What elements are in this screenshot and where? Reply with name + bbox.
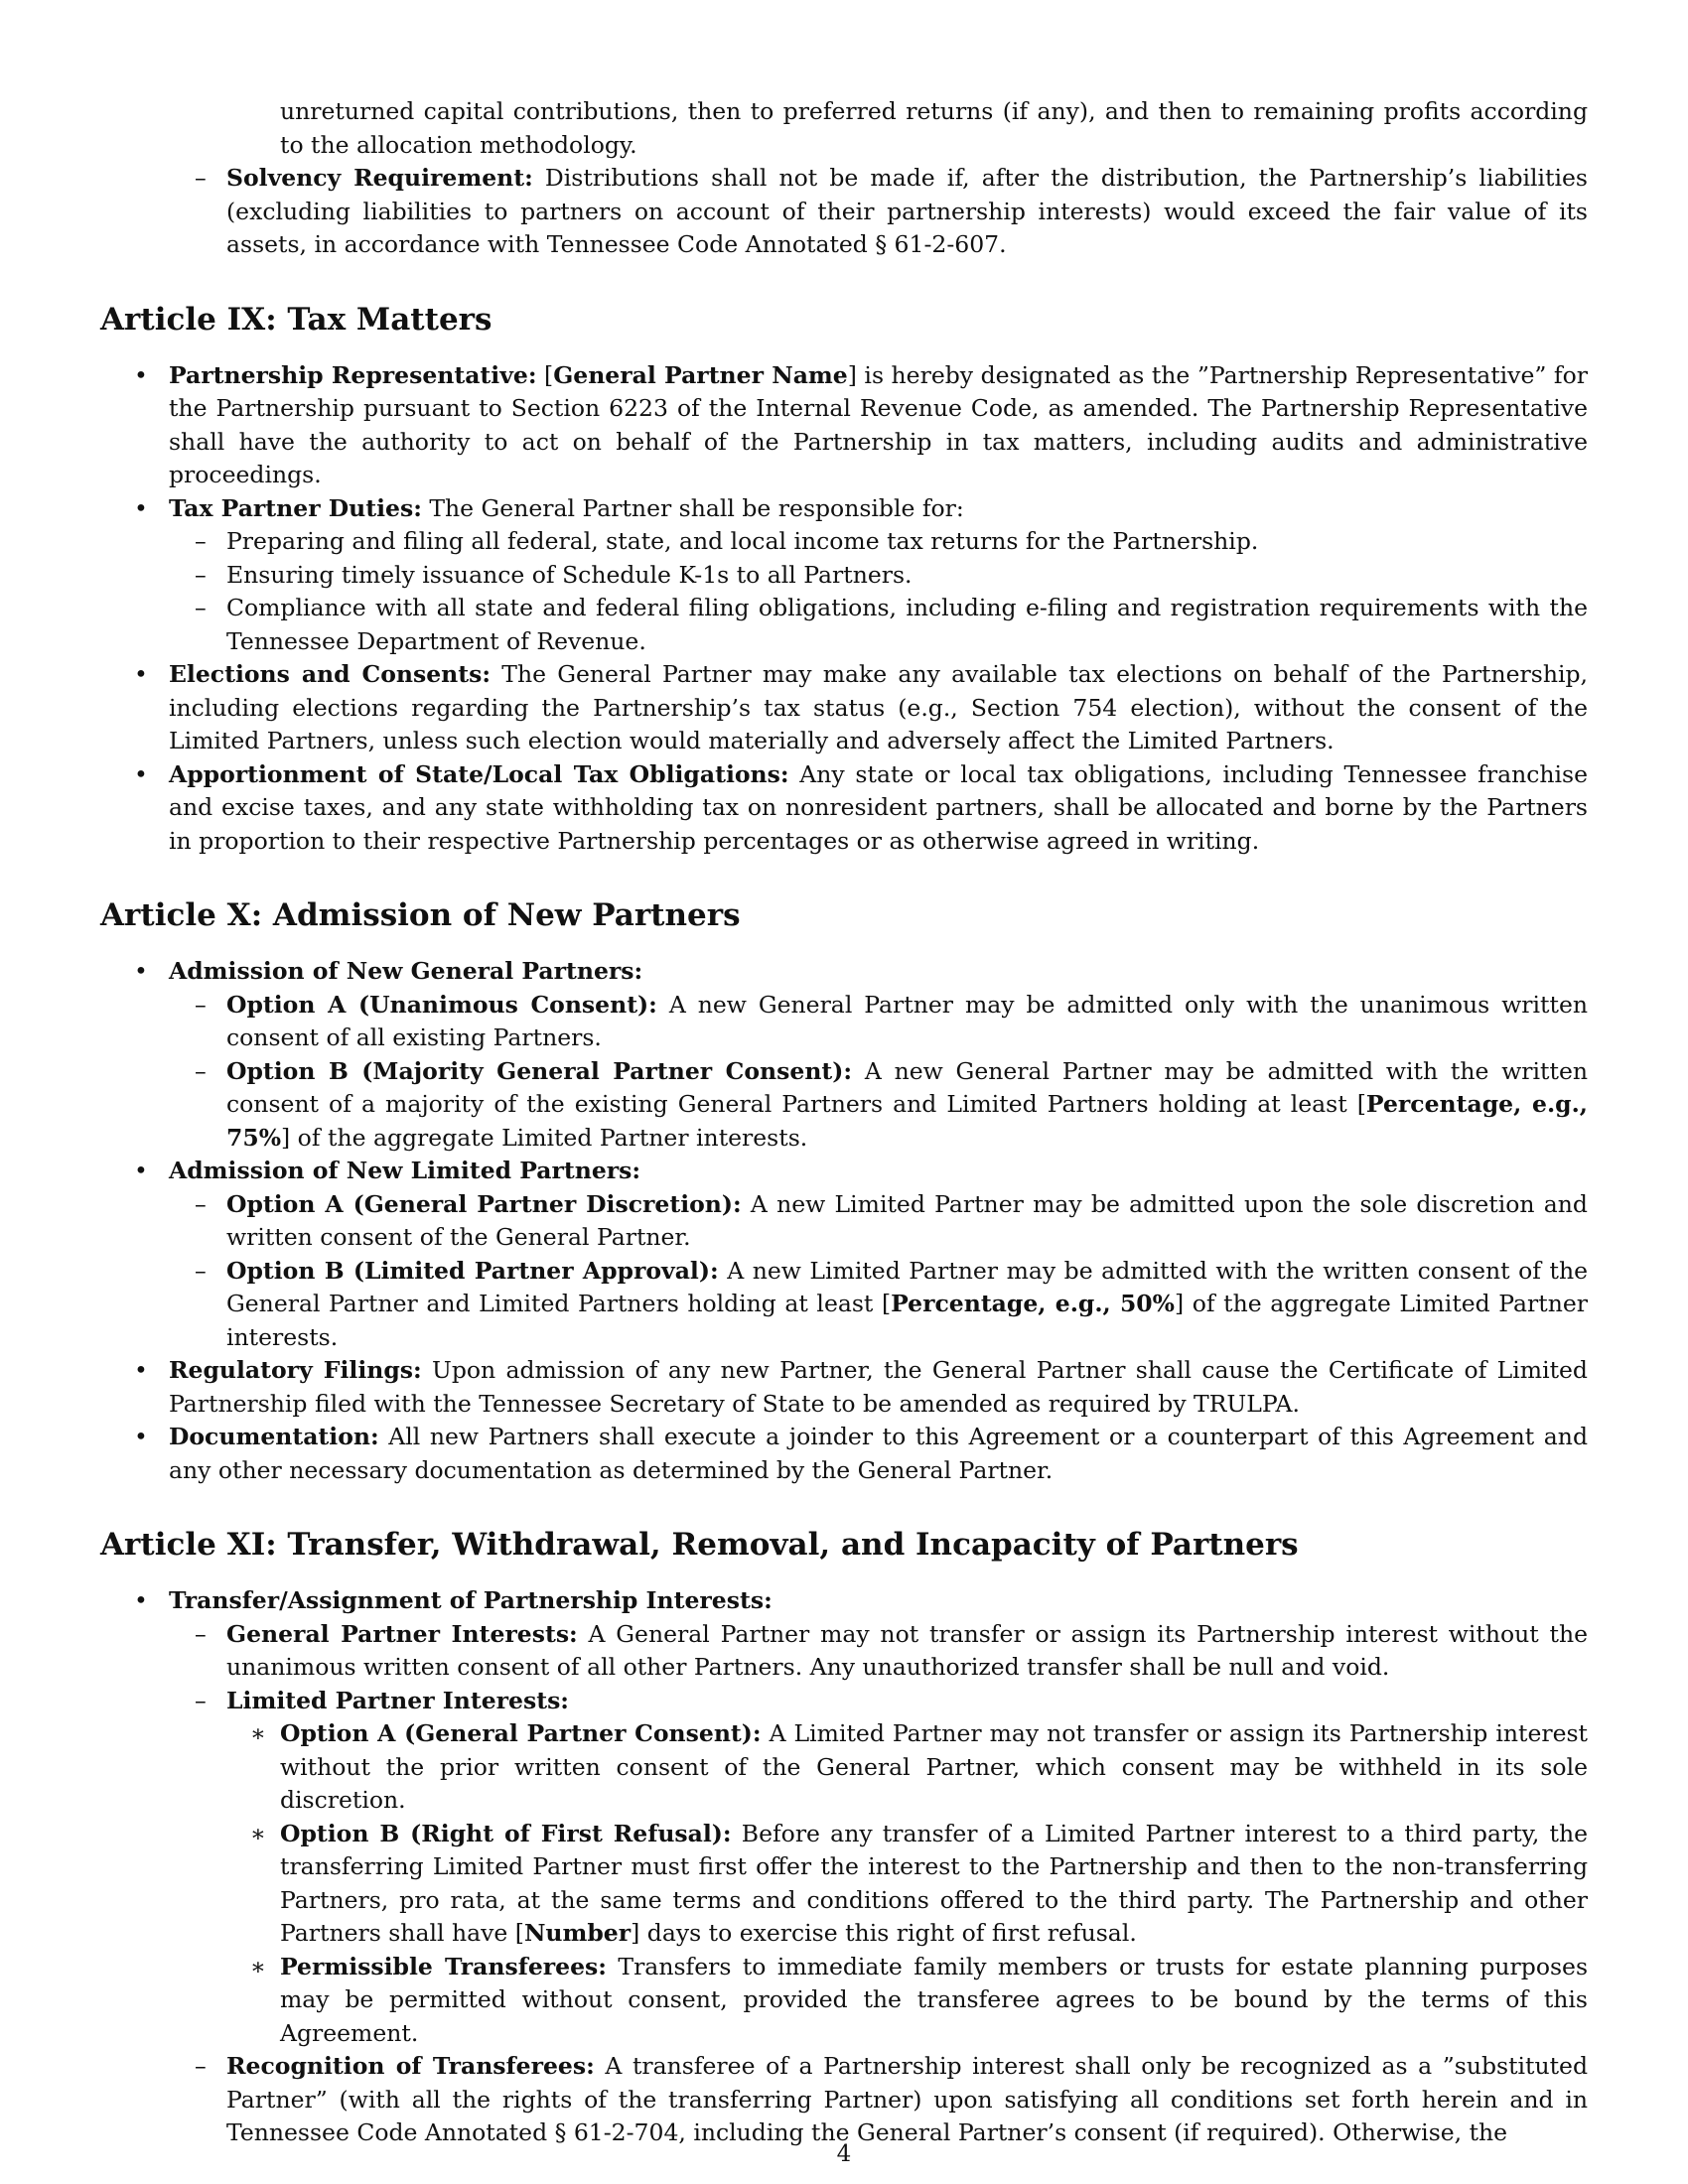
apportion-text: Any state or local tax obligations, including Tennessee franchise and excise taxes, and any state withholding tax on nonresident partners, shall be allocated and borne by the Partners in proportion to their respective Partnership percentages or as otherwise agreed in writing.: [169, 759, 1588, 855]
lpi-label: Limited Partner Interests:: [226, 1686, 569, 1714]
gpi-label: General Partner Interests:: [226, 1619, 578, 1648]
perm-text: Transfers to immediate family members or trusts for estate planning purposes may be permitted without consent, provided the transferee agrees to be bound by the terms of this Agreement.: [280, 1952, 1588, 2047]
apportion-label: Apportionment of State/Local Tax Obligations:: [169, 759, 789, 788]
solvency-item: [100, 162, 1588, 262]
dash-marker: –: [195, 990, 207, 1019]
dash-marker: –: [195, 1619, 207, 1648]
lp-b-label: Option B (Limited Partner Approval):: [226, 1256, 719, 1285]
star-marker: ∗: [250, 1819, 266, 1847]
lp-b-placeholder: Percentage, e.g., 50%: [891, 1290, 1175, 1317]
gpi-text: A General Partner may not transfer or assign its Partnership interest without the unanimous written consent of all other Partners. Any unauthorized transfer shall be null and void.: [226, 1619, 1588, 1681]
admission-gp-item: [100, 955, 1588, 989]
gp-option-b: [100, 1055, 1588, 1156]
lpi-b-label: Option B (Right of First Refusal):: [280, 1819, 732, 1847]
lp-b-text2: ] of the aggregate Limited Partner interests.: [226, 1290, 1589, 1351]
gp-label: Admission of New General Partners:: [169, 957, 643, 985]
lpi-b-placeholder: Number: [523, 1919, 632, 1947]
elections-text: The General Partner may make any available tax elections on behalf of the Partnership, including elections regarding the Partnership’s tax status (e.g., Section 754 election), without the consent of the Limited Partners, unless such election would materially and adversely affect the Limited Partners.: [169, 660, 1588, 754]
star-marker: ∗: [250, 1719, 266, 1747]
lpi-a-text: A Limited Partner may not transfer or assign its Partnership interest without the prior written consent of the General Partner, which consent may be withheld in its sole discretion.: [280, 1719, 1588, 1814]
dash-marker: –: [195, 527, 207, 555]
apportionment-item: [100, 758, 1588, 859]
dash-marker: –: [195, 1056, 207, 1085]
lpi-a-label: Option A (General Partner Consent):: [280, 1719, 762, 1747]
gp-option-a: [100, 989, 1588, 1055]
gp-b-placeholder: Percentage, e.g., 75%: [226, 1090, 1588, 1152]
recog-text: A transferee of a Partnership interest shall only be recognized as a ”substituted Partner” (with all the rights of the transferring Partner) upon satisfying all conditions set forth herein and in Tennessee Code Annotated § 61-2-704, including the General Partner’s consent (if required). Otherwise, the: [226, 2052, 1588, 2146]
gp-a-label: Option A (Unanimous Consent):: [226, 990, 657, 1019]
lpi-option-b: [100, 1818, 1588, 1951]
duty-text: Ensuring timely issuance of Schedule K-1s to all Partners.: [226, 560, 913, 589]
rep-text: ] is hereby designated as the ”Partnership Representative” for the Partnership pursuant to Section 6223 of the Internal Revenue Code, as amended. The Partnership Representative shall have the authority to act on behalf of the Partnership in tax matters, including audits and administrative proceedings.: [169, 360, 1588, 488]
partnership-rep-item: [100, 359, 1588, 492]
bullet-marker: •: [134, 1586, 148, 1614]
article-10-heading: Article X: Admission of New Partners: [100, 897, 741, 933]
duty-text: Compliance with all state and federal filing obligations, including e-filing and registration requirements with the Tennessee Department of Revenue.: [226, 594, 1588, 655]
bullet-marker: •: [134, 360, 148, 389]
perm-label: Permissible Transferees:: [280, 1952, 607, 1980]
rep-label: Partnership Representative:: [169, 360, 537, 389]
lp-b-text: A new Limited Partner may be admitted with the written consent of the General Partner and Limited Partners holding at least [: [226, 1256, 1588, 1317]
lp-option-a: [100, 1188, 1588, 1255]
doc-text: All new Partners shall execute a joinder to this Agreement or a counterpart of this Agreement and any other necessary documentation as determined by the General Partner.: [169, 1423, 1588, 1484]
bullet-marker: •: [134, 1157, 148, 1184]
elections-item: [100, 658, 1588, 758]
solvency-label: Solvency Requirement:: [226, 164, 533, 192]
lp-label: Admission of New Limited Partners:: [169, 1157, 641, 1184]
duty-item: [100, 592, 1588, 658]
bullet-marker: •: [134, 759, 148, 788]
gp-b-text2: ] of the aggregate Limited Partner interests.: [281, 1123, 808, 1152]
transfer-label: Transfer/Assignment of Partnership Interests:: [169, 1586, 773, 1614]
continued-paragraph: unreturned capital contributions, then to preferred returns (if any), and then to remaining profits according to the allocation methodology.: [280, 97, 1588, 159]
lpi-b-text: Before any transfer of a Limited Partner interest to a third party, the transferring Limited Partner must first offer the interest to the Partnership and then to the non-transferring Partners, pro rata, at the same terms and conditions offered to the third party. The Partnership and other Partners shall have [: [280, 1819, 1588, 1947]
lp-a-label: Option A (General Partner Discretion):: [226, 1189, 742, 1218]
dash-marker: –: [195, 164, 207, 192]
dash-marker: –: [195, 560, 207, 589]
duty-item: [100, 559, 1588, 593]
lp-a-text: A new Limited Partner may be admitted upon the sole discretion and written consent of the General Partner.: [226, 1189, 1588, 1251]
lpi-b-text2: ] days to exercise this right of first refusal.: [631, 1919, 1137, 1947]
doc-label: Documentation:: [169, 1423, 379, 1450]
dash-marker: –: [195, 1189, 207, 1218]
dash-marker: –: [195, 594, 207, 621]
gp-a-text: A new General Partner may be admitted only with the unanimous written consent of all existing Partners.: [226, 990, 1588, 1051]
page-number: 4: [836, 2141, 852, 2167]
transfer-item: [100, 1584, 1588, 1618]
permissible-transferees: [100, 1951, 1588, 2051]
recognition-item: [100, 2050, 1588, 2150]
bullet-marker: •: [134, 1423, 148, 1450]
elections-label: Elections and Consents:: [169, 660, 492, 688]
lp-option-b: [100, 1255, 1588, 1355]
duty-item: [100, 525, 1588, 559]
article-11-heading: Article XI: Transfer, Withdrawal, Removal, and Incapacity of Partners: [100, 1527, 1299, 1563]
rep-placeholder: General Partner Name: [553, 360, 848, 389]
duty-text: Preparing and filing all federal, state, and local income tax returns for the Partnership.: [226, 527, 1259, 555]
lpi-option-a: [100, 1717, 1588, 1818]
bullet-marker: •: [134, 1356, 148, 1384]
bullet-marker: •: [134, 493, 148, 522]
solvency-text: Distributions shall not be made if, after the distribution, the Partnership’s liabilities (excluding liabilities to partners on account of their partnership interests) would exceed the fair value of its assets, in accordance with Tennessee Code Annotated § 61-2-607.: [226, 164, 1588, 258]
gp-interests-item: [100, 1618, 1588, 1685]
document-page: [100, 95, 1588, 2150]
lp-interests-item: [100, 1685, 1588, 1718]
article-9-heading: Article IX: Tax Matters: [100, 301, 492, 338]
admission-lp-item: [100, 1155, 1588, 1188]
tax-duties-item: [100, 492, 1588, 526]
regulatory-item: [100, 1354, 1588, 1421]
dash-marker: –: [195, 1256, 207, 1285]
bullet-marker: •: [134, 660, 148, 688]
recog-label: Recognition of Transferees:: [226, 2052, 595, 2080]
star-marker: ∗: [250, 1952, 266, 1980]
gp-b-text: A new General Partner may be admitted with the written consent of a majority of the existing General Partners and Limited Partners holding at least [: [226, 1056, 1588, 1118]
documentation-item: [100, 1421, 1588, 1487]
bullet-marker: •: [134, 957, 148, 985]
reg-label: Regulatory Filings:: [169, 1356, 422, 1384]
duties-text: The General Partner shall be responsible for:: [421, 493, 964, 522]
duties-label: Tax Partner Duties:: [169, 493, 422, 522]
rep-open: [: [536, 360, 554, 389]
dash-marker: –: [195, 1686, 207, 1714]
reg-text: Upon admission of any new Partner, the General Partner shall cause the Certificate of Limited Partnership filed with the Tennessee Secretary of State to be amended as required by TRULPA.: [169, 1356, 1588, 1418]
gp-b-label: Option B (Majority General Partner Consent):: [226, 1056, 853, 1085]
dash-marker: –: [195, 2052, 207, 2080]
